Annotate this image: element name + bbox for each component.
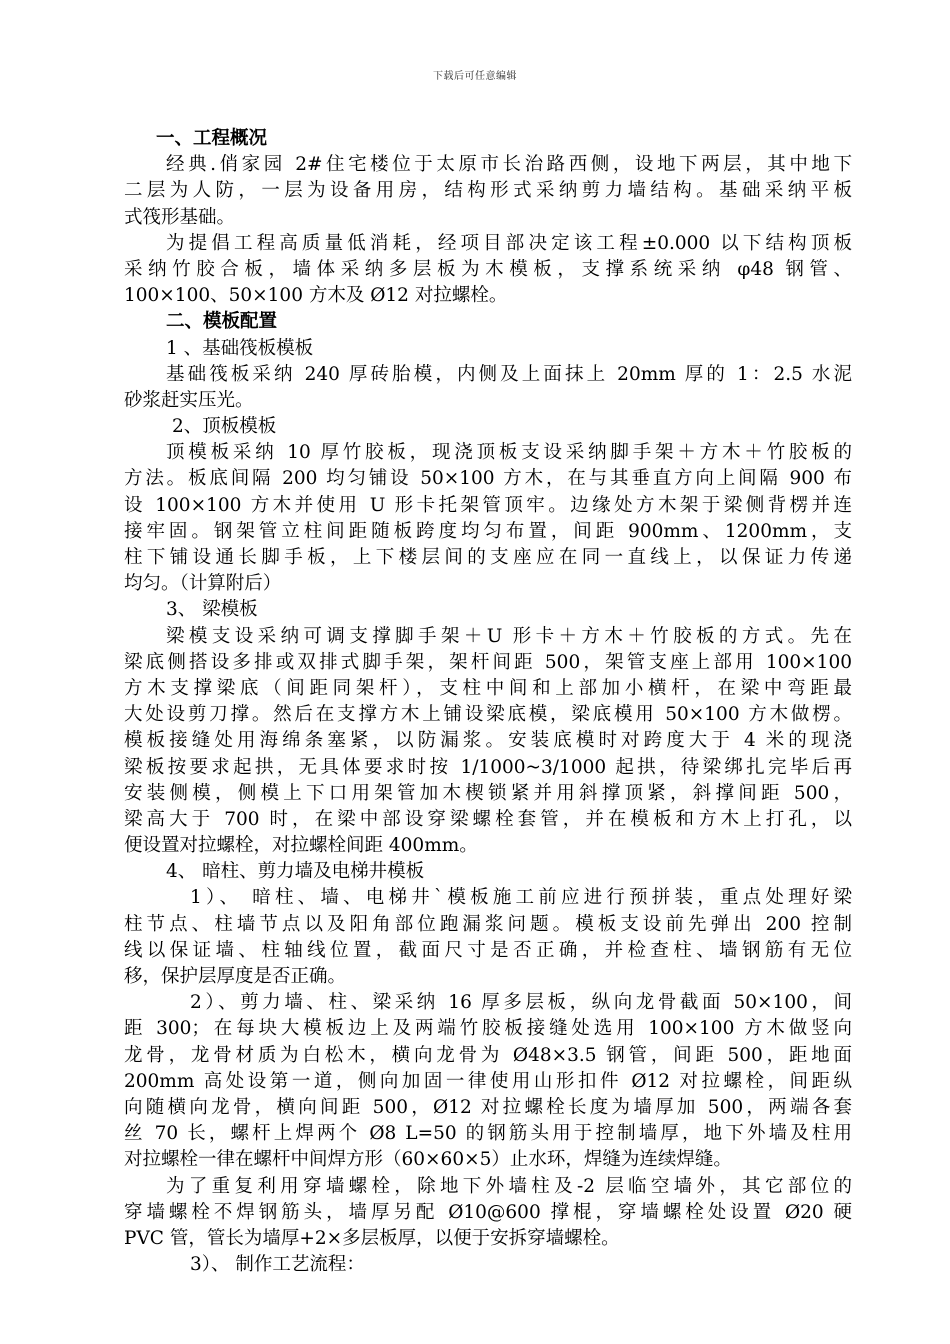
text-line: 方法。板底间隔 200 均匀铺设 50×100 方木，在与其垂直方向上间隔 900 布: [124, 468, 852, 490]
text-line: 线以保证墙、柱轴线位置，截面尺寸是否正确，并检查柱、墙钢筋有无位: [124, 939, 852, 961]
text-line: 3、 梁模板: [166, 599, 258, 621]
text-line: 安装侧模，侧模上下口用架管加木楔锁紧并用斜撑顶紧，斜撑间距 500，: [124, 782, 852, 804]
section-heading: 二、模板配置: [166, 311, 278, 333]
section-heading: 一、工程概况: [156, 128, 268, 149]
text-line: 3）、 制作工艺流程：: [190, 1254, 365, 1276]
text-line: 模板接缝处用海绵条塞紧，以防漏浆。安装底模时对跨度大于 4 米的现浇: [124, 730, 852, 752]
text-line: 向随横向龙骨，横向间距 500，Ø12 对拉螺栓长度为墙厚加 500，两端各套: [124, 1096, 852, 1118]
text-line: 1 、基础筏板模板: [166, 337, 314, 359]
text-line: 方木支撑梁底（间距同架杆），支柱中间和上部加小横杆，在梁中弯距最: [124, 677, 852, 699]
text-line: 大处设剪刀撑。然后在支撑方木上铺设梁底模，梁底模用 50×100 方木做楞。: [124, 704, 852, 726]
text-line: 2、顶板模板: [172, 416, 277, 438]
text-line: 穿墙螺栓不焊钢筋头，墙厚另配 Ø10@600 撑棍，穿墙螺栓处设置 Ø20 硬: [124, 1201, 852, 1223]
text-line: 梁高大于 700 时，在梁中部设穿梁螺栓套管，并在模板和方木上打孔，以: [124, 808, 852, 830]
text-line: 梁底侧搭设多排或双排式脚手架，架杆间距 500，架管支座上部用 100×100: [124, 651, 852, 673]
text-line: 二层为人防，一层为设备用房，结构形式采纳剪力墙结构。基础采纳平板: [124, 180, 852, 202]
text-line: 便设置对拉螺栓，对拉螺栓间距 400mm。: [124, 835, 478, 857]
text-line: 经典.俏家园 2#住宅楼位于太原市长治路西侧，设地下两层，其中地下: [166, 154, 852, 176]
text-line: 柱节点、柱墙节点以及阳角部位跑漏浆问题。模板支设前先弹出 200 控制: [124, 913, 852, 935]
text-line: 4、 暗柱、剪力墙及电梯井模板: [166, 861, 425, 883]
text-line: 基础筏板采纳 240 厚砖胎模，内侧及上面抹上 20mm 厚的 1：2.5 水泥: [166, 363, 852, 385]
text-line: 梁板按要求起拱，无具体要求时按 1/1000~3/1000 起拱，待梁绑扎完毕后再: [124, 756, 852, 778]
text-line: 2）、剪力墙、柱、梁采纳 16 厚多层板，纵向龙骨截面 50×100，间: [190, 992, 852, 1014]
text-line: 设 100×100 方木并使用 U 形卡托架管顶牢。边缘处方木架于梁侧背楞并连: [124, 494, 852, 516]
text-line: 200mm 高处设第一道，侧向加固一律使用山形扣件 Ø12 对拉螺栓，间距纵: [124, 1070, 852, 1092]
document-body: [124, 126, 852, 1278]
text-line: 丝 70 长，螺杆上焊两个 Ø8 L=50 的钢筋头用于控制墙厚，地下外墙及柱用: [124, 1123, 852, 1145]
text-line: 移，保护层厚度是否正确。: [124, 966, 347, 987]
text-line: 龙骨，龙骨材质为白松木，横向龙骨为 Ø48×3.5 钢管，间距 500，距地面: [124, 1044, 852, 1066]
text-line: 均匀。（计算附后）: [124, 573, 282, 595]
text-line: 式筏形基础。: [124, 206, 236, 228]
text-line: 柱下铺设通长脚手板，上下楼层间的支座应在同一直线上，以保证力传递: [124, 547, 852, 568]
text-line: 采纳竹胶合板，墙体采纳多层板为木模板，支撑系统采纳 φ48 钢管、: [124, 258, 852, 280]
text-line: 接牢固。钢架管立柱间距随板跨度均匀布置，间距 900mm、1200mm，支: [124, 520, 852, 542]
text-line: 砂浆赶实压光。: [124, 389, 254, 411]
text-line: 1）、 暗柱、墙、电梯井`模板施工前应进行预拼装，重点处理好梁: [190, 887, 852, 909]
page-header: 下载后可任意编辑: [433, 71, 517, 82]
text-line: 为提倡工程高质量低消耗，经项目部决定该工程±0.000 以下结构顶板: [166, 232, 852, 254]
text-line: 顶模板采纳 10 厚竹胶板，现浇顶板支设采纳脚手架＋方木＋竹胶板的: [166, 442, 852, 464]
text-line: PVC 管，管长为墙厚+2×多层板厚，以便于安拆穿墙螺栓。: [124, 1227, 620, 1249]
text-line: 距 300；在每块大模板边上及两端竹胶板接缝处选用 100×100 方木做竖向: [124, 1018, 852, 1040]
text-line: 梁模支设采纳可调支撑脚手架＋U 形卡＋方木＋竹胶板的方式。先在: [166, 625, 852, 647]
text-line: 100×100、50×100 方木及 Ø12 对拉螺栓。: [124, 285, 508, 307]
text-line: 为了重复利用穿墙螺栓，除地下外墙柱及-2 层临空墙外，其它部位的: [166, 1175, 852, 1197]
text-line: 对拉螺栓一律在螺杆中间焊方形（60×60×5）止水环，焊缝为连续焊缝。: [124, 1149, 732, 1171]
